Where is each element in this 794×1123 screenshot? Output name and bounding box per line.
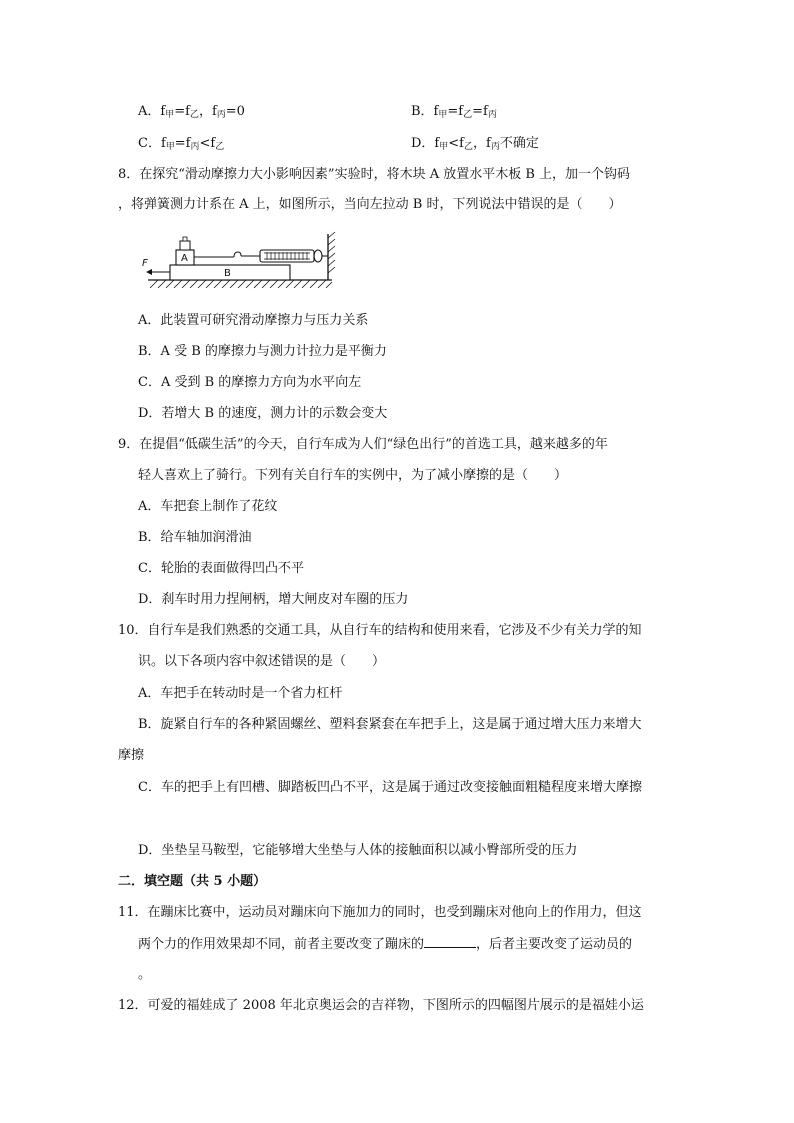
wall-hatching: [328, 232, 335, 273]
ground-hatching: [150, 280, 332, 288]
q9-stem-line1: 9．在提倡“低碳生活”的今天，自行车成为人们“绿色出行”的首选工具，越来越多的年: [118, 437, 608, 452]
q10-stem-line2: 识。以下各项内容中叙述错误的是（ ）: [138, 654, 386, 669]
scale-hook: [234, 252, 241, 257]
q11-text-a: 两个力的作用效果却不同，前者主要改变了蹦床的: [138, 937, 425, 952]
q7-option-a: A．$f_甲=f_乙$，$f_丙=0$: [138, 104, 245, 120]
q8-option-d: D．若增大 B 的速度，测力计的示数会变大: [138, 406, 388, 421]
q12-stem-line1: 12．可爱的福娃成了 2008 年北京奥运会的吉祥物，下图所示的四幅图片展示的是福娃小运: [118, 998, 644, 1013]
q8-stem-line1: 8．在探究“滑动摩擦力大小影响因素”实验时，将木块 A 放置水平木板 B 上，加一个钩码: [118, 167, 631, 182]
force-arrowhead: [146, 269, 152, 275]
hook-weight: [180, 241, 190, 250]
q7-option-c: C．$f_甲=f_丙<f_乙$: [138, 136, 225, 152]
scale-ring: [314, 250, 322, 262]
q11-text-b: ，后者主要改变了运动员的: [476, 937, 633, 952]
q9-option-b: B．给车轴加润滑油: [138, 530, 252, 545]
q11-stem-line1: 11．在蹦床比赛中，运动员对蹦床向下施加力的同时，也受到蹦床对他向上的作用力，但这: [118, 905, 642, 920]
q8-stem-line2: ，将弹簧测力计系在 A 上，如图所示，当向左拉动 B 时，下列说法中错误的是（ ）: [118, 197, 622, 212]
label-a: A: [181, 253, 188, 264]
q8-option-b: B．A 受 B 的摩擦力与测力计拉力是平衡力: [138, 344, 387, 359]
q10-option-c: C．车的把手上有凹槽、脚踏板凹凸不平，这是属于通过改变接触面粗糙程度来增大摩擦: [138, 780, 642, 795]
answer-blank-1[interactable]: [424, 936, 476, 948]
hook-weight-top: [183, 237, 187, 241]
q9-stem-line2: 轻人喜欢上了骑行。下列有关自行车的实例中，为了减小摩擦的是（ ）: [138, 468, 568, 483]
q9-option-a: A．车把套上制作了花纹: [138, 499, 278, 514]
q7-option-b: B．$f_甲=f_乙=f_丙$: [411, 104, 497, 120]
spring-scale-ticks: [264, 252, 310, 260]
q9-option-d: D．刹车时用力捏闸柄，增大闸皮对车圈的压力: [138, 592, 409, 607]
q9-option-c: C．轮胎的表面做得凹凸不平: [138, 561, 304, 576]
q10-stem-line1: 10．自行车是我们熟悉的交通工具，从自行车的结构和使用来看，它涉及不少有关力学的知: [118, 623, 642, 638]
q11-stem-line2: [138, 936, 632, 953]
q8-option-c: C．A 受到 B 的摩擦力方向为水平向左: [138, 375, 362, 390]
q7-option-d: D．$f_甲<f_乙$，$f_丙$不确定: [411, 136, 539, 152]
q10-option-b-line2: 摩擦: [118, 748, 145, 763]
q11-stem-line3: 。: [138, 967, 152, 982]
q10-option-b-line1: B．旋紧自行车的各种紧固螺丝、塑料套紧套在车把手上，这是属于通过增大压力来增大: [138, 717, 642, 732]
q10-option-d: D．坐垫呈马鞍型，它能够增大坐垫与人体的接触面积以减小臀部所受的压力: [138, 843, 578, 858]
label-b: B: [224, 268, 231, 279]
label-f: F: [142, 258, 148, 269]
section-heading: 二．填空题（共 5 小题）: [118, 874, 267, 889]
q10-option-a: A．车把手在转动时是一个省力杠杆: [138, 686, 343, 701]
q8-option-a: A．此装置可研究滑动摩擦力与压力关系: [138, 313, 369, 328]
q8-figure: [140, 228, 340, 292]
